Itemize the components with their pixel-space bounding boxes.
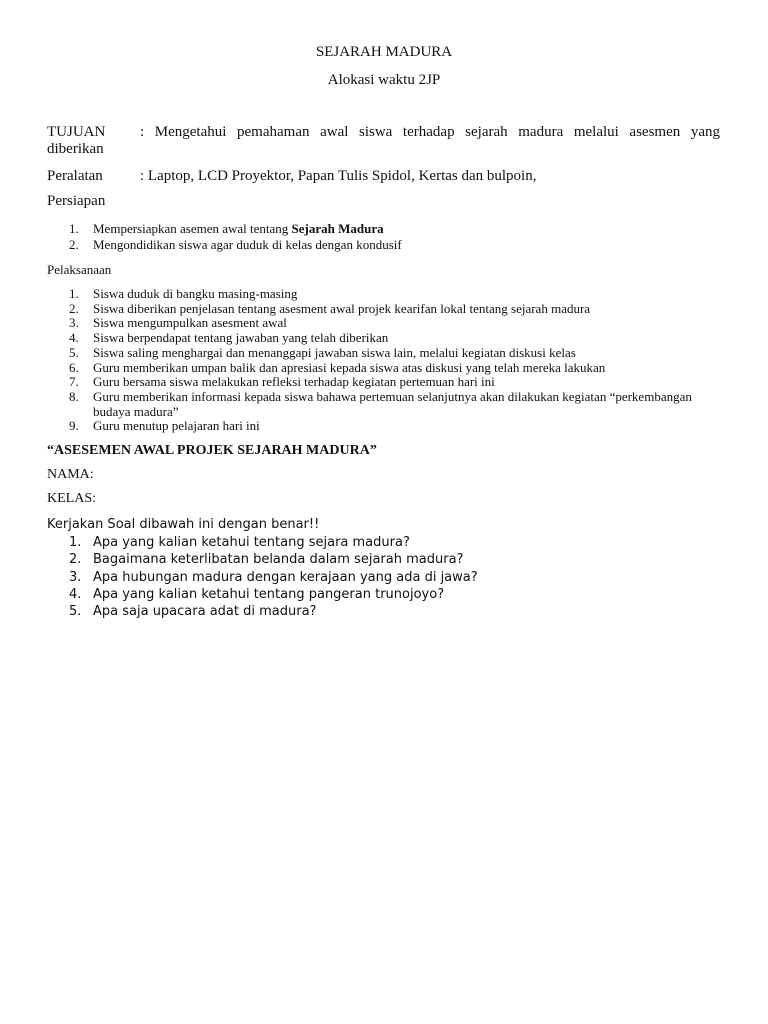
- list-number: 9.: [69, 418, 79, 434]
- pelaksanaan-list: [47, 287, 727, 434]
- list-number: 5.: [69, 344, 79, 360]
- document-title: SEJARAH MADURA: [315, 44, 453, 60]
- kelas-field-label: KELAS:: [47, 491, 96, 506]
- list-number: 6.: [69, 359, 79, 375]
- list-text: Mempersiapkan asemen awal tentang: [93, 221, 292, 236]
- list-number: 5.: [69, 604, 82, 620]
- question-item: [47, 569, 727, 586]
- tujuan-value: : Mengetahui pemahaman awal siswa terhadap sejarah madura melalui asesmen yang: [140, 124, 720, 140]
- list-item: [47, 419, 727, 434]
- question-item: [47, 603, 727, 620]
- list-text: Guru bersama siswa melakukan refleksi terhadap kegiatan pertemuan hari ini: [93, 374, 495, 390]
- list-number: 2.: [69, 552, 82, 568]
- question-item: [47, 534, 727, 551]
- question-item: [47, 551, 727, 568]
- time-allocation: Alokasi waktu 2JP: [327, 72, 441, 88]
- list-item: [47, 346, 727, 361]
- question-text: Bagaimana keterlibatan belanda dalam sejarah madura?: [93, 552, 464, 568]
- list-text: Guru memberikan informasi kepada siswa bahawa pertemuan selanjutnya akan dilakukan kegiatan “perkembangan budaya madura”: [93, 388, 692, 419]
- list-item: [47, 221, 727, 237]
- list-text: Siswa diberikan penjelasan tentang asesment awal projek kearifan lokal tentang sejarah madura: [93, 300, 591, 316]
- list-text-bold: Sejarah Madura: [291, 221, 384, 236]
- list-number: 3.: [69, 315, 79, 331]
- asesmen-title: “ASESEMEN AWAL PROJEK SEJARAH MADURA”: [47, 443, 377, 458]
- list-item: [47, 316, 727, 331]
- peralatan-value: : Laptop, LCD Proyektor, Papan Tulis Spidol, Kertas dan bulpoin,: [140, 168, 537, 184]
- list-text: Mengondidikan siswa agar duduk di kelas dengan kondusif: [93, 237, 402, 252]
- persiapan-heading: Persiapan: [47, 193, 106, 209]
- list-text: Siswa mengumpulkan asesment awal: [93, 315, 287, 331]
- list-item: [47, 375, 727, 390]
- list-number: 8.: [69, 388, 79, 404]
- tujuan-label: TUJUAN: [47, 124, 106, 140]
- list-number: 4.: [69, 330, 79, 346]
- list-number: 3.: [69, 569, 82, 585]
- question-text: Apa saja upacara adat di madura?: [93, 604, 317, 620]
- list-text: Siswa berpendapat tentang jawaban yang telah diberikan: [93, 330, 389, 346]
- list-item: [47, 331, 727, 346]
- list-text: Siswa saling menghargai dan menanggapi jawaban siswa lain, melalui kegiatan diskusi kelas: [93, 344, 576, 360]
- list-item: [47, 390, 727, 419]
- question-item: [47, 586, 727, 603]
- list-item: [47, 361, 727, 376]
- question-list: [47, 534, 727, 620]
- list-text: Guru menutup pelajaran hari ini: [93, 418, 260, 434]
- list-item: [47, 287, 727, 302]
- list-text: Siswa duduk di bangku masing-masing: [93, 286, 298, 301]
- list-number: 2.: [69, 300, 79, 316]
- list-number: 1.: [69, 286, 79, 301]
- nama-field-label: NAMA:: [47, 467, 94, 482]
- question-text: Apa yang kalian ketahui tentang sejara madura?: [93, 535, 410, 550]
- peralatan-label: Peralatan: [47, 168, 103, 184]
- question-text: Apa hubungan madura dengan kerajaan yang ada di jawa?: [93, 569, 478, 585]
- list-text: Guru memberikan umpan balik dan apresiasi kepada siswa atas diskusi yang telah mereka lakukan: [93, 359, 606, 375]
- persiapan-list: [47, 221, 727, 253]
- list-item: [47, 237, 727, 253]
- list-item: [47, 302, 727, 317]
- question-text: Apa yang kalian ketahui tentang pangeran trunojoyo?: [93, 586, 445, 602]
- tujuan-continuation: diberikan: [47, 141, 104, 157]
- list-number: 4.: [69, 586, 82, 602]
- list-number: 1.: [69, 535, 82, 550]
- instruction-text: Kerjakan Soal dibawah ini dengan benar!!: [47, 517, 320, 532]
- pelaksanaan-heading: Pelaksanaan: [47, 262, 112, 277]
- list-number: 2.: [69, 237, 79, 252]
- list-number: 1.: [69, 221, 79, 236]
- list-number: 7.: [69, 374, 79, 390]
